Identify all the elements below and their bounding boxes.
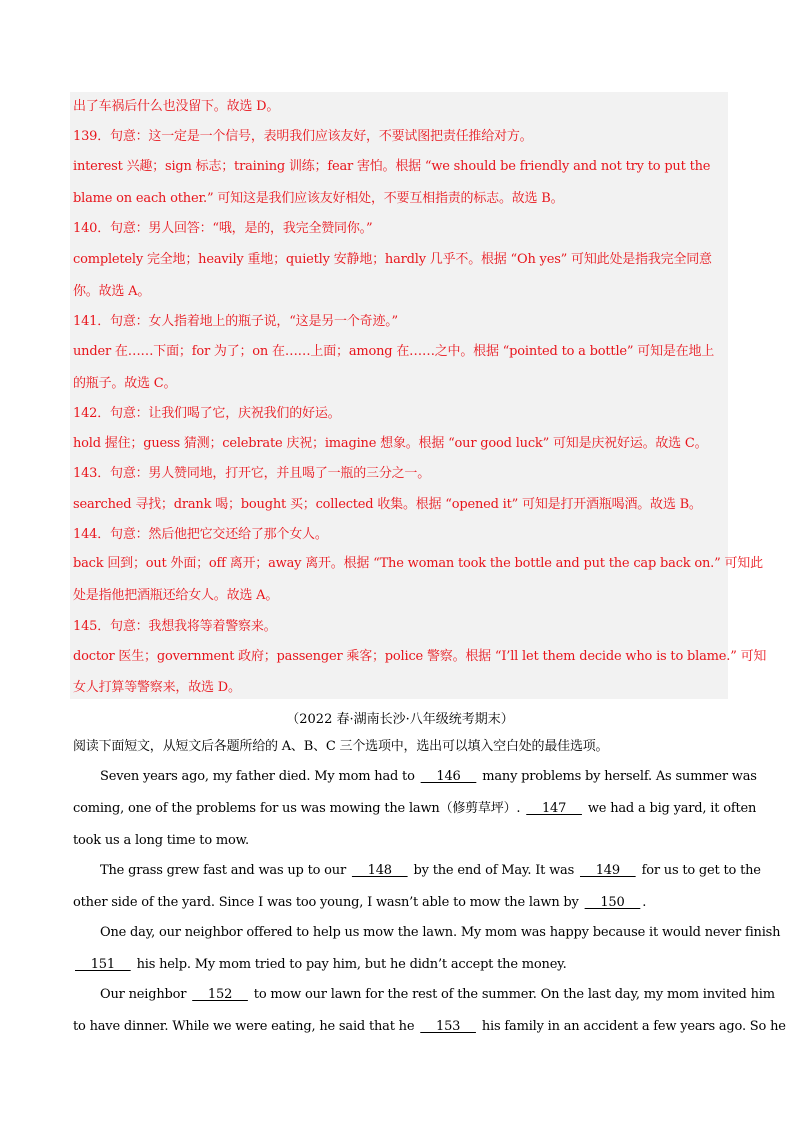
answer-line: blame on each other.” 可知这是我们应该友好相处，不要互相指责的标志。故选 B。 [73,191,564,206]
passage-text: by the end of May. It was [409,863,578,878]
passage-line [73,1018,786,1036]
answer-line: 出了车祸后什么也没留下。故选 D。 [73,99,280,114]
answer-line: under 在……下面；for 为了；on 在……上面；among 在……之中。根据 “pointed to a bottle” 可知是在地上 [73,344,715,359]
answer-line: 144．句意：然后他把它交还给了那个女人。 [73,527,328,542]
answer-line: 139．句意：这一定是一个信号，表明我们应该友好，不要试图把责任推给对方。 [73,129,533,144]
passage-text: we had a big yard, it often [583,801,757,816]
answer-line: searched 寻找；drank 喝；bought 买；collected 收集。根据 “opened it” 可知是打开酒瓶喝酒。故选 B。 [73,497,702,512]
passage-line: One day, our neighbor offered to help us mow the lawn. My mom was happy because it would never finish [100,925,781,940]
answer-line: 处是指他把酒瓶还给女人。故选 A。 [73,588,279,603]
answer-line: 142．句意：让我们喝了它，庆祝我们的好运。 [73,406,341,421]
answer-line: interest 兴趣；sign 标志；training 训练；fear 害怕。根据 “we should be friendly and not try to put the [73,159,711,174]
blank-149: 149 [579,863,636,878]
answer-line: hold 握住；guess 猜测；celebrate 庆祝；imagine 想象。根据 “our good luck” 可知是庆祝好运。故选 C。 [73,436,708,451]
passage-text: Seven years ago, my father died. My mom had to [100,769,419,784]
answer-line: doctor 医生；government 政府；passenger 乘客；police 警察。根据 “I’ll let them decide who is to blame.” 可知 [73,649,767,664]
answer-line: 141．句意：女人指着地上的瓶子说，“这是另一个奇迹。” [73,314,399,329]
passage-text: many problems by herself. As summer was [478,769,757,784]
answer-line: back 回到；out 外面；off 离开；away 离开。根据 “The woman took the bottle and put the cap back on.” 可知此 [73,556,763,571]
passage-text: . [642,895,647,910]
answer-line: 145．句意：我想我将等着警察来。 [73,619,277,634]
passage-text: to have dinner. While we were eating, he said that he [73,1019,419,1034]
passage-text: Our neighbor [100,987,191,1002]
answer-explanation-box [70,92,728,699]
passage-text: other side of the yard. Since I was too young, I wasn’t able to mow the lawn by [73,895,583,910]
blank-150: 150 [584,895,641,910]
blank-152: 152 [192,987,248,1002]
instruction-text: 阅读下面短文，从短文后各题所给的 A、B、C 三个选项中，选出可以填入空白处的最佳选项。 [73,739,609,754]
blank-147: 147 [526,801,582,816]
blank-151: 151 [75,957,131,972]
answer-line: completely 完全地；heavily 重地；quietly 安静地；hardly 几乎不。根据 “Oh yes” 可知此处是指我完全同意 [73,252,712,267]
passage-text: coming, one of the problems for us was mowing the lawn（修剪草坪）. [73,801,525,816]
question-source: （2022 春·湖南长沙·八年级统考期末） [286,712,514,727]
answer-line: 140．句意：男人回答：“哦，是的，我完全赞同你。” [73,221,373,236]
passage-line [73,800,756,818]
answer-line: 女人打算等警察来，故选 D。 [73,680,241,695]
passage-text: The grass grew fast and was up to our [100,863,350,878]
passage-text: his family in an accident a few years ago. So he [477,1019,786,1034]
passage-line [100,768,757,786]
passage-line [100,862,761,880]
passage-line: took us a long time to mow. [73,833,249,848]
passage-text: for us to get to the [637,863,761,878]
blank-153: 153 [420,1019,476,1034]
blank-148: 148 [351,863,408,878]
passage-text: to mow our lawn for the rest of the summer. On the last day, my mom invited him [249,987,775,1002]
answer-line: 143．句意：男人赞同地，打开它，并且喝了一瓶的三分之一。 [73,466,431,481]
answer-line: 你。故选 A。 [73,284,151,299]
passage-line [73,956,567,974]
blank-146: 146 [420,769,477,784]
passage-text: his help. My mom tried to pay him, but he didn’t accept the money. [132,957,567,972]
answer-line: 的瓶子。故选 C。 [73,376,177,391]
passage-line [73,894,646,912]
passage-line [100,986,775,1004]
